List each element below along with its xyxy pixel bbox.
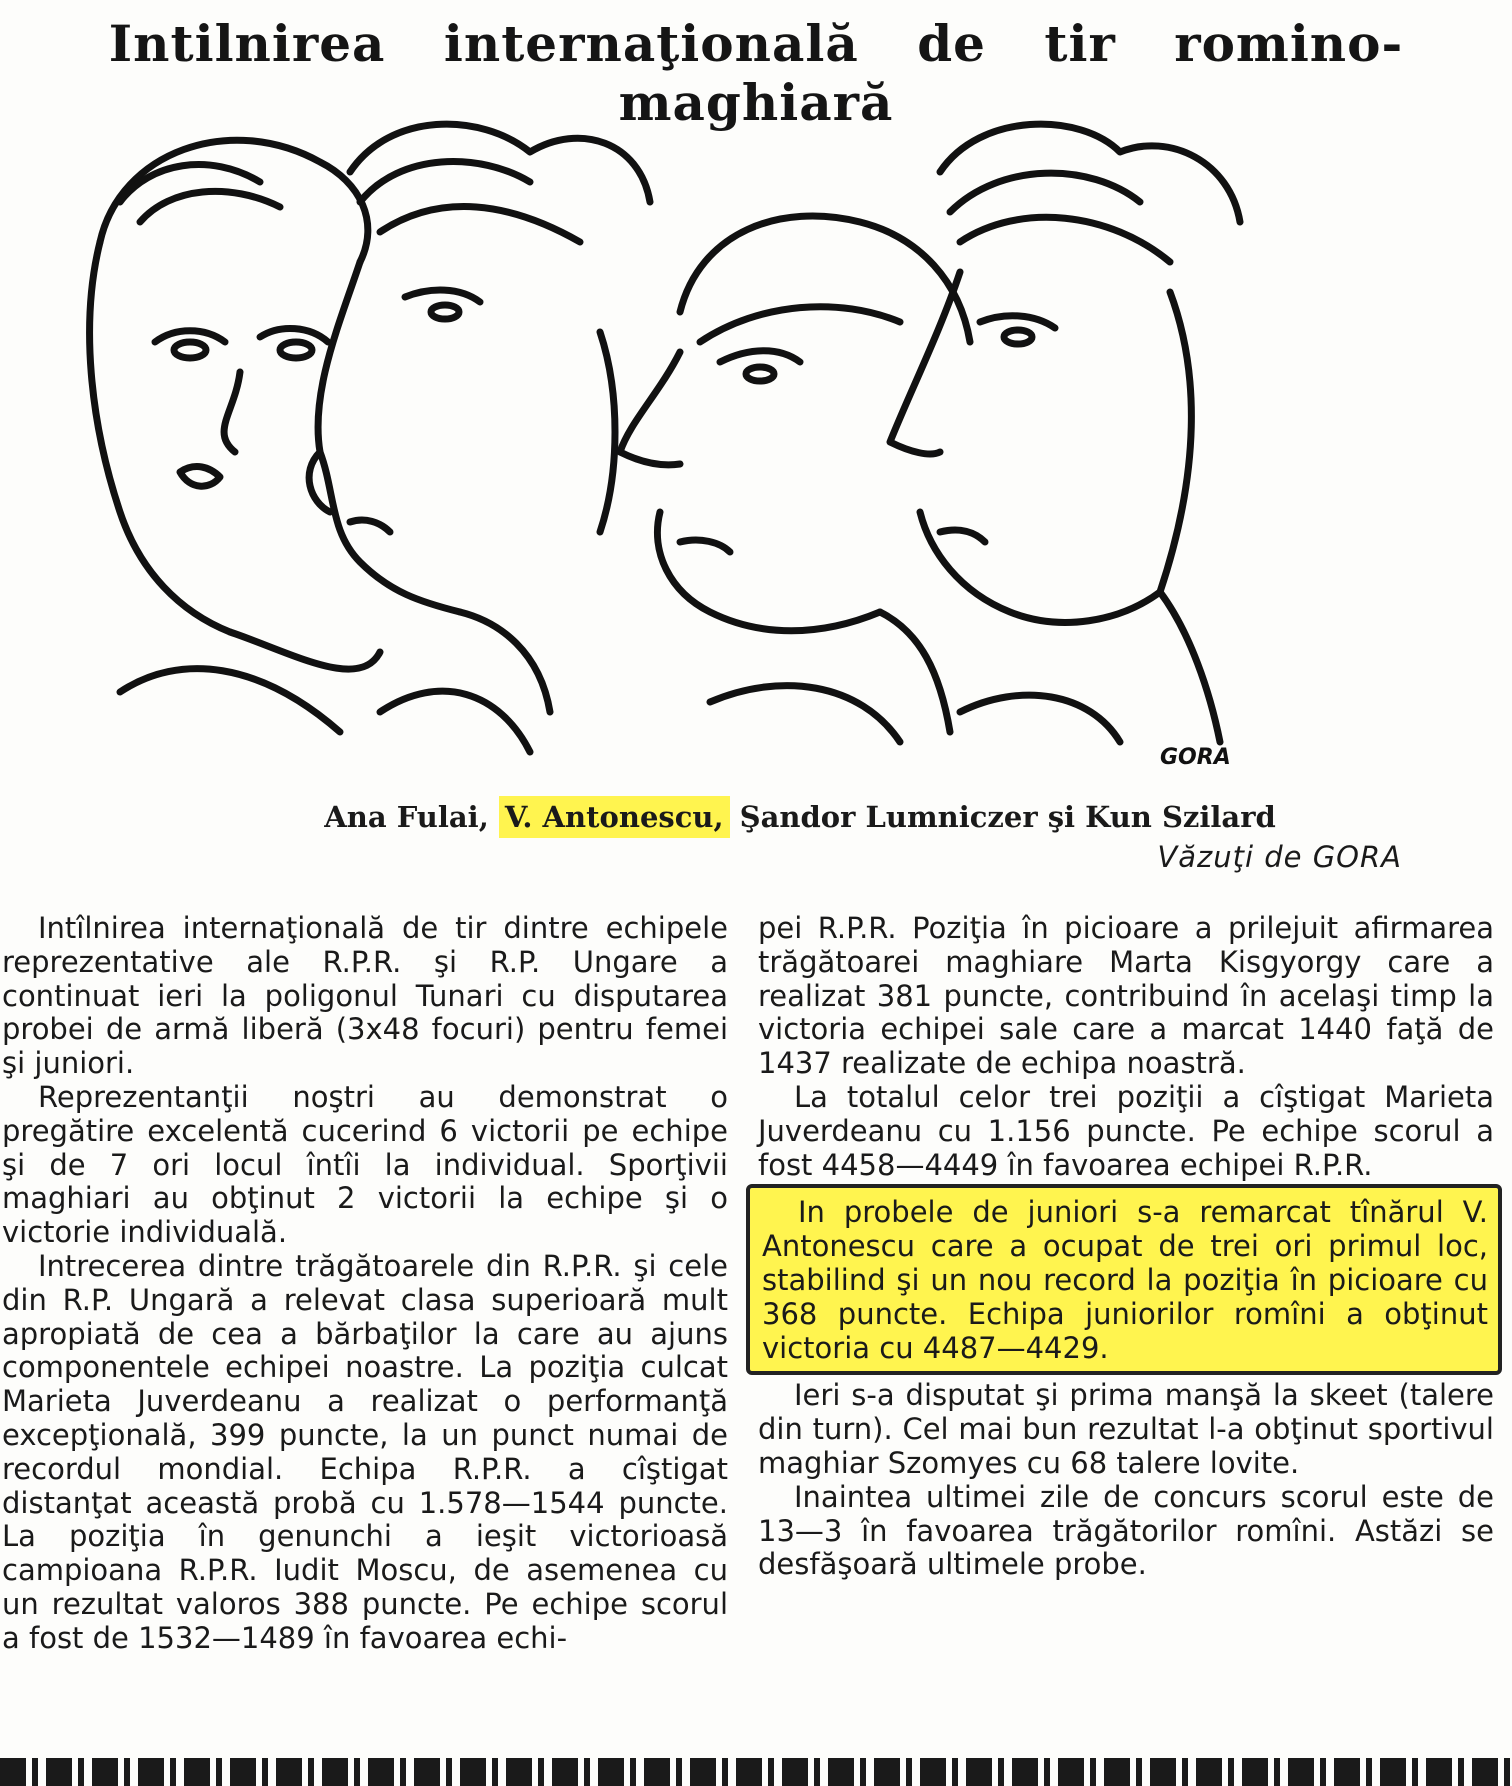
caption-text-after: Şandor Lumniczer şi Kun Szilard <box>739 800 1276 834</box>
caption-text-before: Ana Fulai, <box>324 800 489 834</box>
article-paragraph: Inaintea ultimei zile de concurs scorul este de 13—3 în favoarea trăgătorilor romîni. Astăzi se desfăşoară ultimele probe. <box>758 1479 1494 1582</box>
article-paragraph: pei R.P.R. Poziţia în picioare a prilejuit afirmarea trăgătoarei maghiare Marta Kisgyorgy care a realizat 381 puncte, contribuind în acelaşi timp la victoria echipei sale care a marcat 1440 faţă de 1437 realizate de echipa noastră. <box>758 911 1494 1081</box>
article-paragraph: La totalul celor trei poziţii a cîştigat Marieta Juverdeanu cu 1.156 puncte. Pe echipe scorul a fost 4458—4449 în favoarea echipei R.P.R. <box>758 1079 1494 1182</box>
decorative-border-strip <box>0 1758 1512 1786</box>
caricature-sandor-lumniczer <box>620 216 970 742</box>
caricature-illustration <box>60 92 1380 782</box>
highlighted-paragraph: In probele de juniori s-a remarcat tînărul V. Antonescu care a ocupat de trei ori primul loc, stabilind şi un nou record la poziţia în picioare cu 368 puncte. Echipa juniorilor romîni a obţinut victoria cu 4487—4429. <box>762 1195 1488 1365</box>
illustration-credit: Văzuţi de GORA <box>1157 840 1402 874</box>
article-paragraph: Intîlnirea internaţională de tir dintre echipele reprezentative ale R.P.R. şi R.P. Ungare a continuat ieri la poligonul Tunari cu disputarea probei de armă liberă (3x48 focuri) pentru femei şi juniori. <box>2 911 728 1081</box>
article-paragraph: Ieri s-a disputat şi prima manşă la skeet (talere din turn). Cel mai bun rezultat l-a obţinut sportivul maghiar Szomyes cu 68 talere lovite. <box>758 1378 1494 1480</box>
article-column-right <box>758 912 1494 1582</box>
caricature-v-antonescu <box>309 124 650 752</box>
illustration-caption <box>250 800 1350 834</box>
caption-highlight: V. Antonescu, <box>499 796 730 838</box>
artist-signature: GORA <box>1160 745 1231 770</box>
article-column-left <box>2 912 728 1656</box>
caricature-kun-szilard <box>890 124 1240 742</box>
highlighted-paragraph-box <box>746 1184 1502 1375</box>
article-headline: Intilnirea internaţională de tir romino-maghiară <box>108 14 1404 132</box>
article-paragraph: Intrecerea dintre trăgătoarele din R.P.R. şi cele din R.P. Ungară a relevat clasa superioară mult apropiată de cea a bărbaţilor la care au ajuns componentele echipei noastre. La poziţia culcat Marieta Juverdeanu a realizat o performanţă excepţională, 399 puncte, la un punct numai de recordul mondial. Echipa R.P.R. a cîştigat distanţat această probă cu 1.578—1544 puncte. La poziţia în genunchi a ieşit victorioasă campioana R.P.R. Iudit Moscu, de asemenea cu un rezultat valoros 388 puncte. Pe echipe scorul a fost de 1532—1489 în favoarea echi- <box>2 1248 728 1655</box>
article-paragraph: Reprezentanţii noştri au demonstrat o pregătire excelentă cucerind 6 victorii pe echipe şi de 7 ori locul întîi la individual. Sporţivii maghiari au obţinut 2 victorii la echipe şi o victorie individuală. <box>2 1079 728 1250</box>
caricature-ana-fulai <box>90 140 380 732</box>
